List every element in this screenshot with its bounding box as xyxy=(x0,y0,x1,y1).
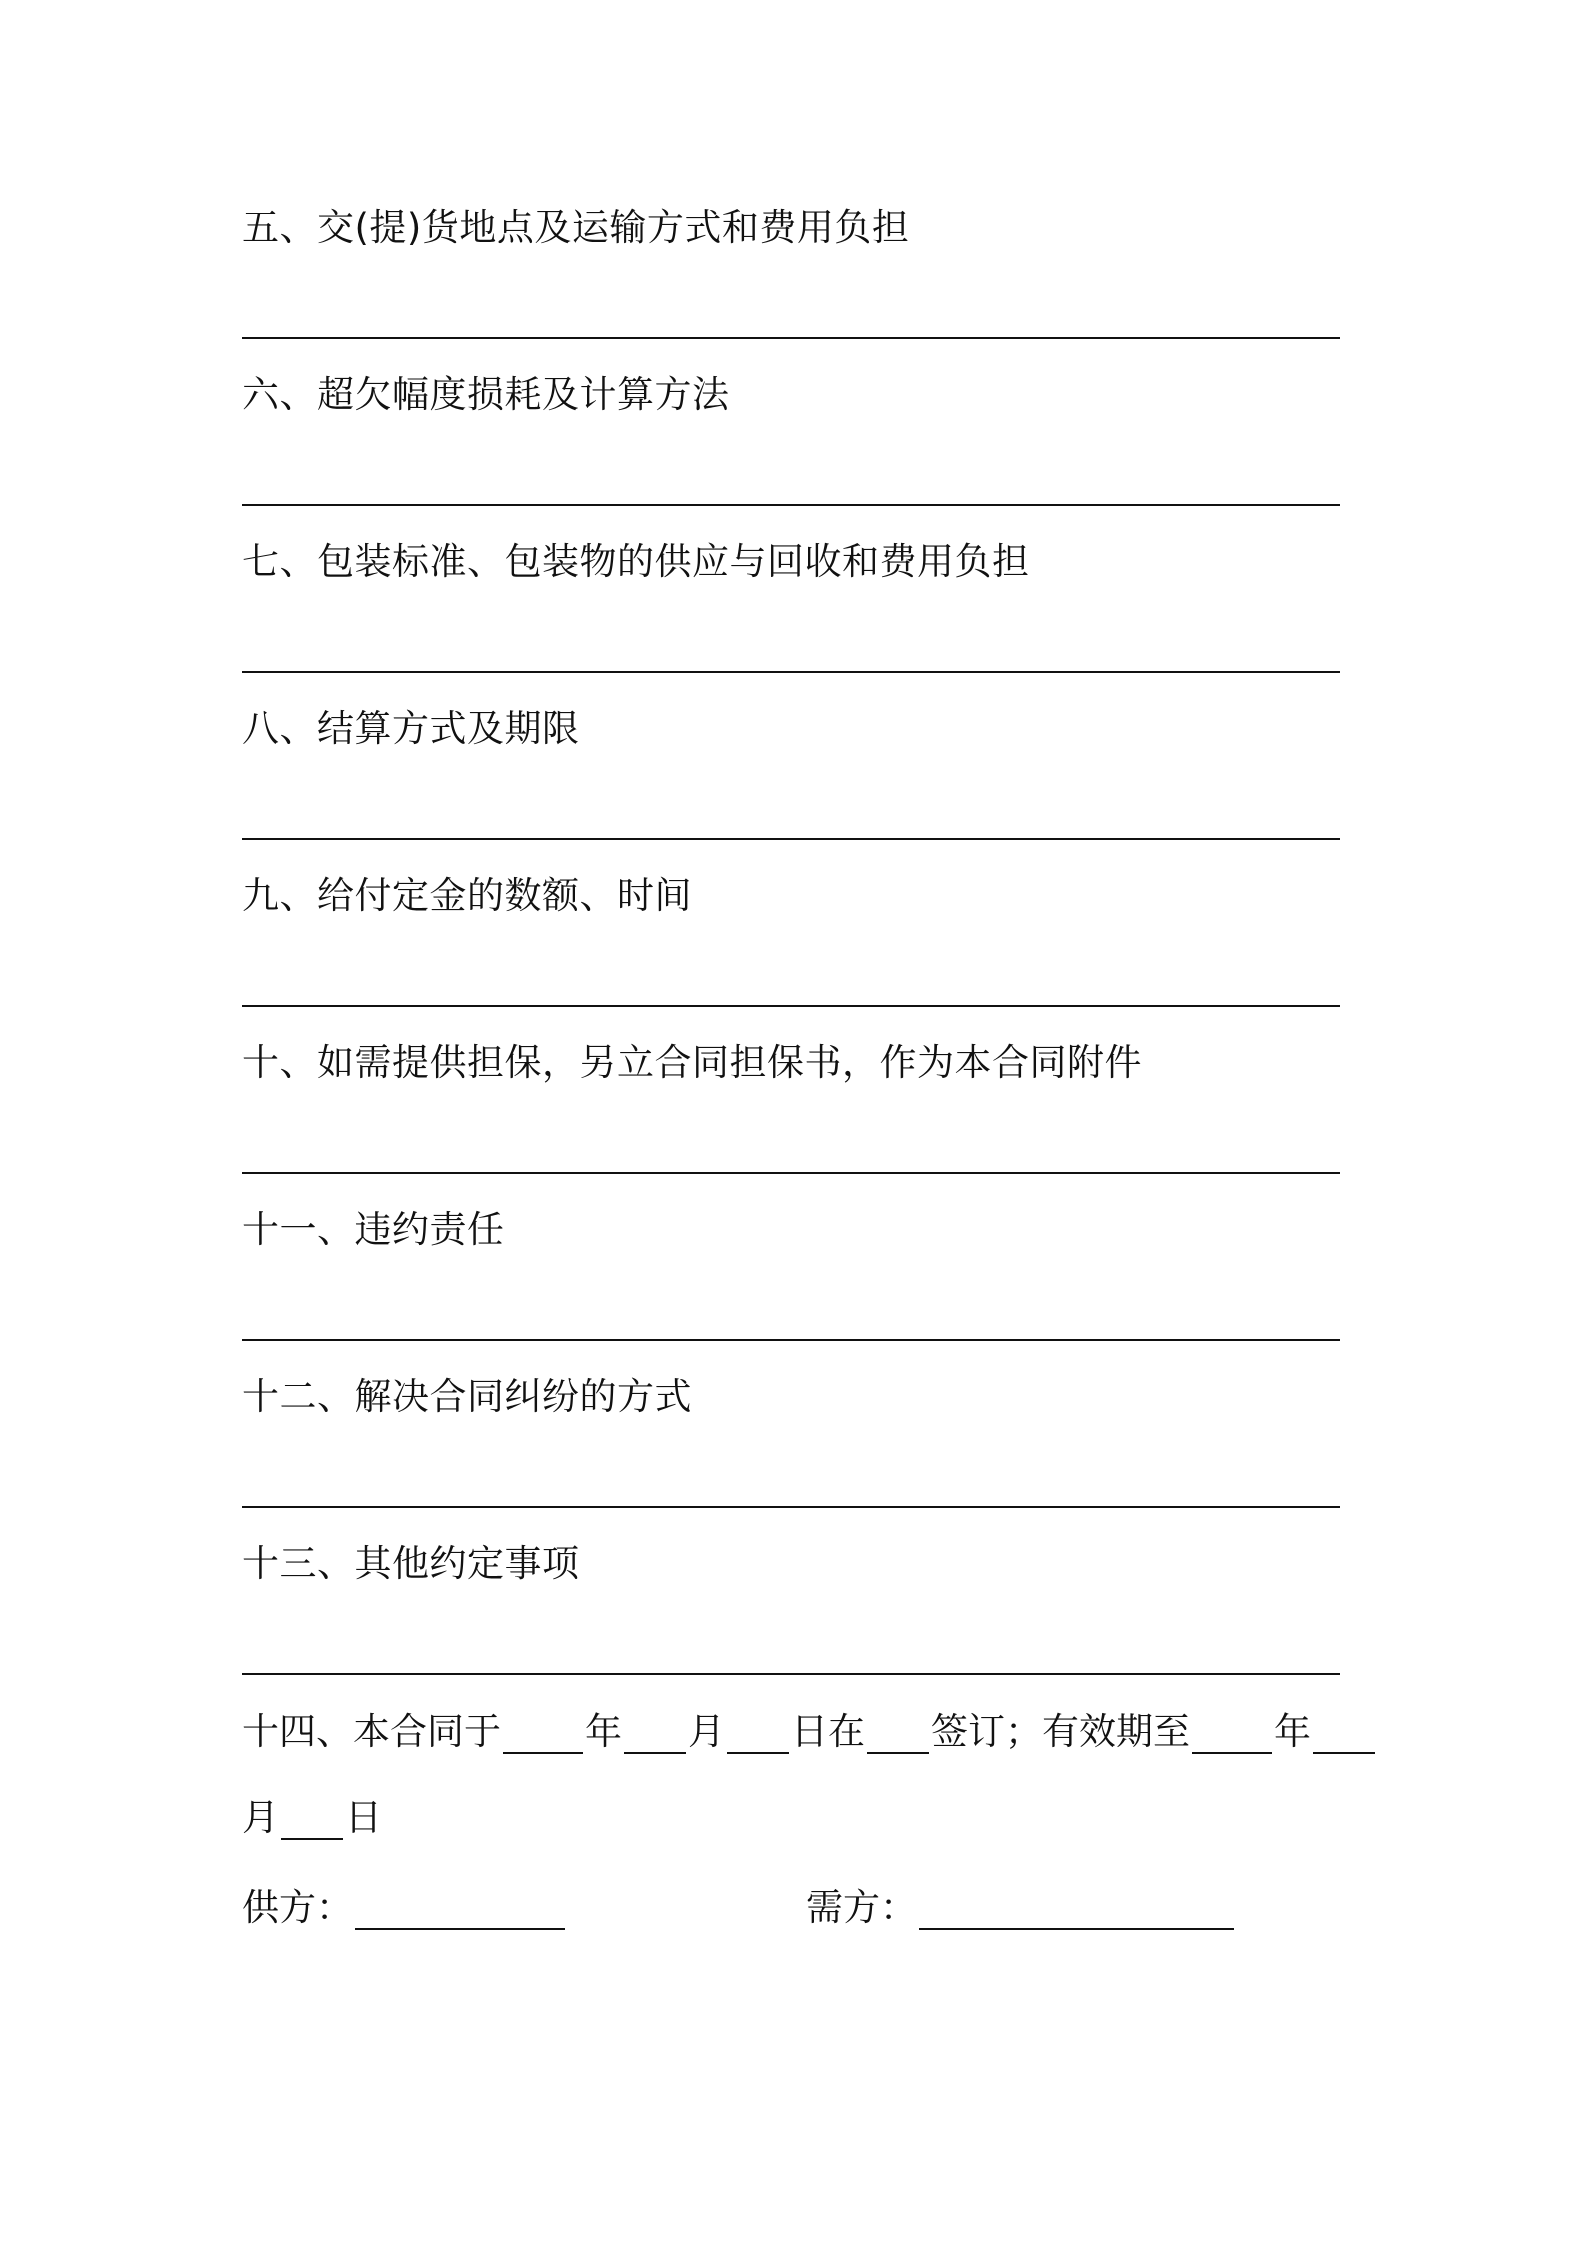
fill-line-12[interactable] xyxy=(242,1506,1340,1508)
fill-line-6[interactable] xyxy=(242,504,1340,506)
supplier-label: 供方： xyxy=(242,1886,353,1929)
clause-14-prefix: 十四、本合同于 xyxy=(242,1710,501,1753)
fill-line-8[interactable] xyxy=(242,838,1340,840)
year2-label: 年 xyxy=(1274,1710,1311,1753)
month-label: 月 xyxy=(688,1710,725,1753)
day-at-label: 日在 xyxy=(791,1710,865,1753)
fill-line-10[interactable] xyxy=(242,1172,1340,1174)
supplier-signature-blank[interactable] xyxy=(355,1896,565,1930)
buyer-signature xyxy=(806,1886,1236,1930)
fill-line-11[interactable] xyxy=(242,1339,1340,1341)
fill-line-13[interactable] xyxy=(242,1673,1340,1675)
fill-line-9[interactable] xyxy=(242,1005,1340,1007)
clause-12: 十二、解决合同纠纷的方式 xyxy=(242,1375,692,1418)
sign-year-blank[interactable] xyxy=(503,1720,583,1754)
fill-line-7[interactable] xyxy=(242,671,1340,673)
valid-day-blank[interactable] xyxy=(281,1806,343,1840)
clause-6: 六、超欠幅度损耗及计算方法 xyxy=(242,373,730,416)
clause-9: 九、给付定金的数额、时间 xyxy=(242,874,692,917)
clause-7: 七、包装标准、包装物的供应与回收和费用负担 xyxy=(242,540,1030,583)
clause-13: 十三、其他约定事项 xyxy=(242,1542,580,1585)
sign-month-blank[interactable] xyxy=(624,1720,686,1754)
clause-5: 五、交(提)货地点及运输方式和费用负担 xyxy=(242,206,910,249)
buyer-signature-blank[interactable] xyxy=(919,1896,1234,1930)
year-label: 年 xyxy=(585,1710,622,1753)
fill-line-5[interactable] xyxy=(242,337,1340,339)
sign-day-blank[interactable] xyxy=(727,1720,789,1754)
clause-14-date-row xyxy=(242,1710,1377,1754)
valid-year-blank[interactable] xyxy=(1192,1720,1272,1754)
sign-place-blank[interactable] xyxy=(867,1720,929,1754)
clause-8: 八、结算方式及期限 xyxy=(242,707,580,750)
clause-10: 十、如需提供担保，另立合同担保书，作为本合同附件 xyxy=(242,1041,1142,1084)
signed-label: 签订；有效期至 xyxy=(931,1710,1190,1753)
clause-14-date-row-2 xyxy=(242,1796,382,1840)
day2-label: 日 xyxy=(345,1796,382,1839)
buyer-label: 需方： xyxy=(806,1886,917,1929)
supplier-signature xyxy=(242,1886,567,1930)
clause-11: 十一、违约责任 xyxy=(242,1208,505,1251)
month2-label: 月 xyxy=(242,1796,279,1839)
valid-month-blank[interactable] xyxy=(1313,1720,1375,1754)
